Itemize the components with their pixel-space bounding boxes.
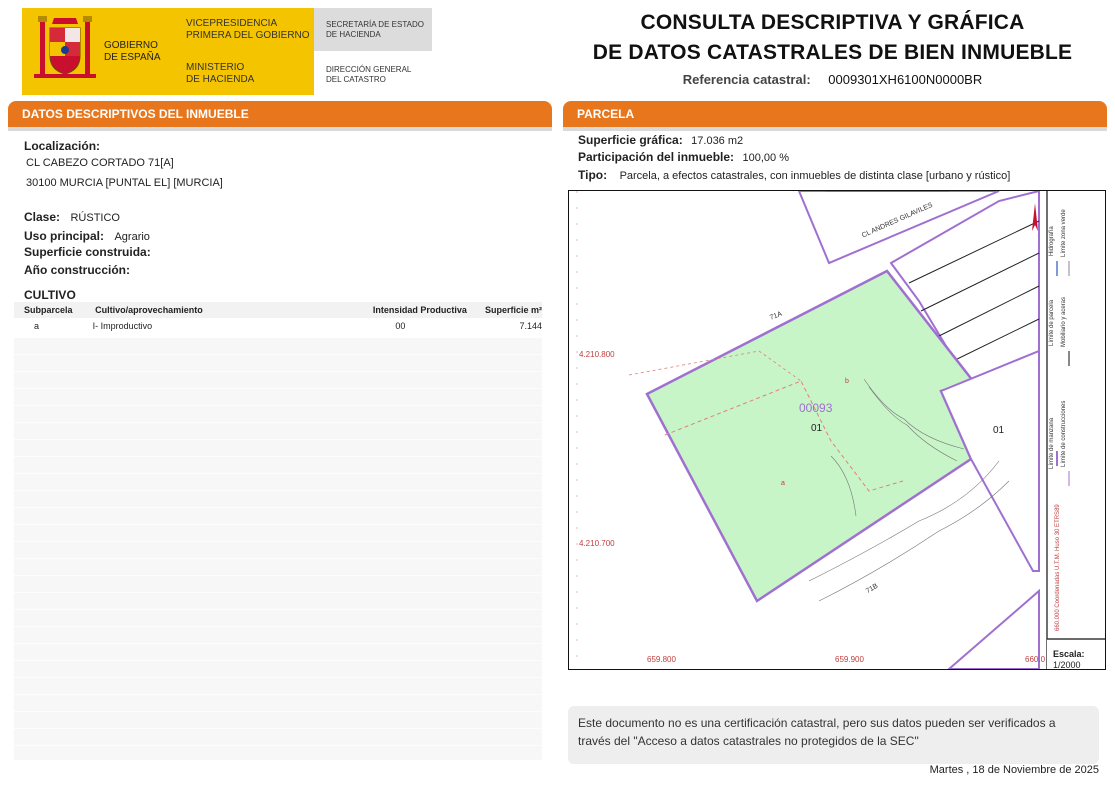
ref-value[interactable]: 0009301XH6100N0000BR: [828, 72, 983, 87]
road-71b-label: 71B: [865, 582, 880, 596]
uso-value: Agrario: [114, 231, 150, 243]
vice-line2: PRIMERA DEL GOBIERNO: [186, 30, 310, 41]
secretaria-block: [314, 8, 432, 51]
superficie-construida-label: Superficie construida:: [24, 245, 151, 259]
subparcela-a-label: a: [781, 480, 785, 487]
x-tick-1: 659.800: [647, 655, 676, 664]
north-arrow-icon: [1032, 203, 1038, 231]
cell-superficie: 7.144: [519, 321, 542, 331]
legend-limite-construcciones: Límite de construcciones: [1061, 400, 1067, 467]
table-empty-area: [14, 338, 542, 760]
legend-zona-verde: Límite zona verde: [1061, 209, 1067, 257]
x-tick-3: 660.0: [1025, 655, 1046, 664]
datos-descriptivos-section: [8, 101, 552, 131]
tipo-label: Tipo:: [578, 168, 608, 182]
referencia-catastral: [560, 72, 1105, 87]
page-title: [560, 8, 1105, 68]
legend-limite-parcela: Límite de parcela: [1049, 299, 1055, 346]
parcel-polygon: [647, 271, 973, 601]
cultivo-table: [14, 302, 542, 335]
col-subparcela: Subparcela: [24, 305, 73, 315]
uso-label: Uso principal:: [24, 229, 105, 243]
print-date: Martes , 18 de Noviembre de 2025: [929, 764, 1099, 776]
gobierno-text: GOBIERNO DE ESPAÑA: [104, 40, 161, 63]
vice-line1: VICEPRESIDENCIA: [186, 18, 278, 29]
superficie-grafica-label: Superficie gráfica:: [578, 133, 683, 147]
y-tick-2: 4.210.700: [579, 539, 615, 548]
datos-descriptivos-bar: DATOS DESCRIPTIVOS DEL INMUEBLE: [8, 101, 552, 127]
min-line2: DE HACIENDA: [186, 74, 255, 85]
clase-row: [24, 208, 120, 226]
direccion-text: DIRECCIÓN GENERAL DEL CATASTRO: [326, 65, 412, 84]
cadastral-map[interactable]: [568, 190, 1106, 670]
label-01-right: 01: [993, 425, 1005, 436]
disclaimer-note: Este documento no es una certificación catastral, pero sus datos pueden ser verificados a través del "Acceso a datos catastrales no protegidos de la SEC": [568, 706, 1099, 764]
col-intensidad: Intensidad Productiva: [372, 305, 467, 315]
localizacion-line1: CL CABEZO CORTADO 71[A]: [26, 157, 174, 169]
legend-hidrografia: Hidrografía: [1049, 226, 1055, 256]
legend-limite-manzana: Límite de manzana: [1049, 417, 1055, 469]
col-cultivo: Cultivo/aprovechamiento: [95, 305, 203, 315]
sec-line2: DE HACIENDA: [326, 30, 381, 39]
participacion-label: Participación del inmueble:: [578, 150, 735, 164]
parcela-section: [563, 101, 1107, 131]
clase-value: RÚSTICO: [70, 212, 120, 224]
table-row: [14, 318, 542, 335]
parcel-id-label: 00093: [799, 401, 833, 415]
tipo-value: Parcela, a efectos catastrales, con inmuebles de distinta clase [urbano y rústico]: [619, 170, 1011, 182]
street-label: CL ANDRES GILAVILES: [861, 201, 934, 240]
ref-label: Referencia catastral:: [682, 72, 811, 87]
superficie-grafica-row: [578, 131, 743, 149]
road-71a-label: 71A: [769, 310, 784, 322]
x-tick-2: 659.900: [835, 655, 864, 664]
anio-construccion-label: Año construcción:: [24, 263, 131, 277]
participacion-row: [578, 148, 789, 166]
sec-line1: SECRETARÍA DE ESTADO: [326, 20, 424, 29]
min-line1: MINISTERIO: [186, 62, 245, 73]
subparcela-b-label: b: [845, 378, 849, 385]
participacion-value: 100,00 %: [742, 152, 789, 164]
legend-mobiliario: Mobiliario y aceras: [1061, 296, 1067, 347]
ministry-block: [174, 8, 314, 95]
title-line1: CONSULTA DESCRIPTIVA Y GRÁFICA: [640, 11, 1025, 34]
clase-label: Clase:: [24, 210, 61, 224]
parcela-bar: PARCELA: [563, 101, 1107, 127]
coords-note: 660.000 Coordenadas U.T.M. Huso 30 ETRS89: [1055, 504, 1061, 631]
coat-of-arms-icon: [30, 12, 100, 92]
table-header: [14, 302, 542, 318]
y-tick-1: 4.210.800: [579, 350, 615, 359]
localizacion-label: Localización:: [24, 139, 101, 153]
col-superficie: Superficie m²: [484, 305, 542, 315]
cell-subparcela: a: [34, 321, 40, 331]
cell-intensidad: 00: [395, 321, 406, 331]
superficie-grafica-value: 17.036 m2: [691, 135, 744, 147]
scale-value: 1/2000: [1053, 660, 1081, 670]
cell-cultivo: I- Improductivo: [92, 321, 153, 331]
localizacion-line2: 30100 MURCIA [PUNTAL EL] [MURCIA]: [26, 177, 223, 189]
map-drawing: [569, 191, 1105, 669]
uso-row: [24, 227, 150, 245]
tipo-row: [578, 166, 1010, 184]
title-line2: DE DATOS CATASTRALES DE BIEN INMUEBLE: [592, 41, 1073, 64]
scale-label: Escala:: [1053, 649, 1085, 659]
label-01-main: 01: [811, 423, 823, 434]
cultivo-title: CULTIVO: [24, 288, 76, 302]
